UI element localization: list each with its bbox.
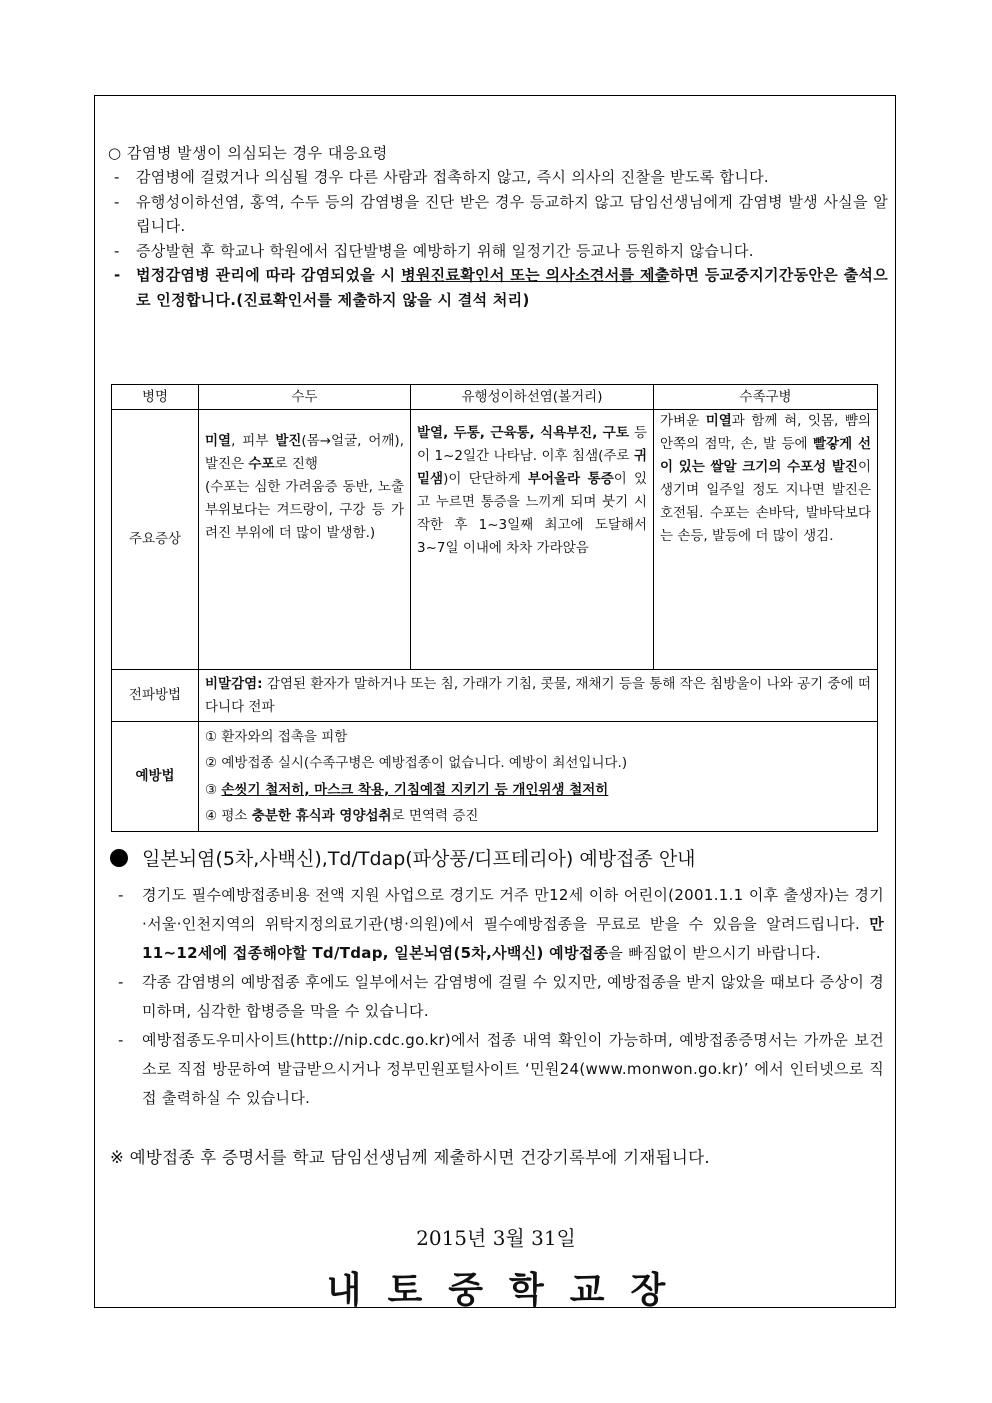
bullet-item [108,165,888,190]
bold-term: 미열 [205,433,232,449]
text-part: 과 함께 혀, 잇몸, 뺨의 안쪽의 점막, 손, 발 등에 [660,413,871,452]
text-part: (수포는 심한 가려움증 동반, 노출 부위보다는 겨드랑이, 구강 등 가려진 부위에 더 많이 발생함.) [205,479,404,541]
transmission-text [199,670,878,722]
bullet-text [136,263,888,312]
bold-term: 수포 [248,456,275,472]
bullet-item [110,1026,884,1113]
dash-marker: - [114,192,120,211]
bullet-text: 감염병에 걸렸거나 의심될 경우 다른 사람과 접촉하지 않고, 즉시 의사의 진찰을 받도록 합니다. [136,168,769,186]
dash-marker: - [114,168,120,186]
text-part: 이 있고 누르면 통증을 느끼게 되며 붓기 시작한 후 1~3일째 최고에 도달해서 3~7일 이내에 차차 가라앉음 [417,471,647,556]
bold-term: 빨갛게 선이 있는 쌀알 크기의 수포성 발진 [660,436,871,475]
dash-marker: - [118,973,124,991]
header-chickenpox: 수두 [199,385,411,410]
mumps-symptoms [411,410,654,670]
prevention-list [199,722,878,832]
transmission-label: 전파방법 [112,670,199,722]
bullet-item [108,190,888,239]
section-title [108,141,888,165]
section-title-text: 감염병 발생이 의심되는 경우 대응요령 [126,144,388,162]
dash-marker: - [114,266,121,284]
bold-term: 미열 [705,413,732,429]
prevention-row [112,722,878,832]
text-part: 경기도 필수예방접종비용 전액 지원 사업으로 경기도 거주 만12세 이하 어린이(2001.1.1 이후 출생자)는 경기·서울·인천지역의 위탁지정의료기관(병·의원)에서 필수예방접종을 무료로 받을 수 있음을 알려드립니다. [142,886,884,933]
text-part: 로 진행 [274,456,318,472]
bold-term: 발열, 두통, 근육통, 식욕부진, 구토 [417,425,629,441]
text-part: 이 생기며 일주일 정도 지나면 발진은 호전됨. 수포는 손바닥, 발바닥보다는 손등, 발등에 더 많이 생김. [660,459,871,544]
principal-signature: 내토중학교장 [326,1269,692,1311]
text-part: 로 면역력 증진 [391,808,479,824]
bullet-item-attendance [108,263,888,312]
infection-response-section [108,141,888,312]
prevention-item [205,777,871,804]
bullet-text: 유행성이하선염, 홍역, 수두 등의 감염병을 진단 받은 경우 등교하지 않고 담임선생님에게 감염병 발생 사실을 알립니다. [136,192,888,235]
text-part: 등이 1~2일간 나타남. 이후 침샘(주로 [417,425,647,464]
document-date: 2015년 3월 31일 [416,1226,576,1250]
bullet-item [108,239,888,264]
circle-marker-icon: ○ [108,144,122,162]
hfmd-symptoms [654,410,878,670]
vaccination-section-title [110,844,890,874]
submission-note: ※ 예방접종 후 증명서를 학교 담임선생님께 제출하시면 건강기록부에 기재됩니다. [110,1148,710,1167]
bold-term: 부어올라 통증 [527,471,614,487]
bold-term: 만11~12세에 접종해야할 Td/Tdap, 일본뇌염(5차,사백신) 예방접종 [142,915,884,962]
disease-table [111,384,878,832]
prevention-label: 예방법 [112,722,199,832]
filled-circle-icon [110,849,128,867]
chickenpox-symptoms [199,410,411,670]
item-number: ③ [205,781,218,798]
prevention-item: ① 환자와의 접촉을 피함 [205,728,348,745]
dash-marker: - [118,1031,124,1049]
dash-marker: - [118,886,124,904]
vaccination-section [110,881,884,1113]
bullet-text: 예방접종도우미사이트(http://nip.cdc.go.kr)에서 접종 내역 확인이 가능하며, 예방접종증명서는 가까운 보건소로 직접 방문하여 발급받으시거나 정부민원포털사이트 ‘민원24(www.monwon.go.kr)’ 에서 인터넷으로 직접 출력하실 수 있습니다. [142,1031,884,1107]
section-title-text: 일본뇌염(5차,사백신),Td/Tdap(파상풍/디프테리아) 예방접종 안내 [142,848,696,870]
bold-term: 충분한 휴식과 영양섭취 [251,808,392,824]
bold-term: 비말감염: [205,675,263,692]
text-part: )이 단단하게 [443,471,528,487]
bullet-text: 각종 감염병의 예방접종 후에도 일부에서는 감염병에 걸릴 수 있지만, 예방접종을 받지 않았을 때보다 증상이 경미하며, 심각한 합병증을 막을 수 있습니다. [142,973,884,1020]
symptoms-label: 주요증상 [112,410,199,670]
bullet-item [110,881,884,968]
text-part: 감염된 환자가 말하거나 또는 침, 가래가 기침, 콧물, 재채기 등을 통해 작은 침방울이 나와 공기 중에 떠다니다 전파 [205,675,871,715]
bullet-text [142,881,884,968]
bullet-text: 증상발현 후 학교나 학원에서 집단발병을 예방하기 위해 일정기간 등교나 등원하지 않습니다. [136,241,754,260]
table-header-row [112,385,878,410]
bold-term: 발진 [275,433,302,449]
header-mumps: 유행성이하선염(볼거리) [411,385,654,410]
dash-marker: - [114,241,120,260]
prevention-item [205,803,871,830]
text-part: (몸→얼굴, 어깨), 발진은 [205,433,404,472]
symptoms-row [112,410,878,670]
text-part: 법정감염병 관리에 따라 감염되었을 시 [136,266,402,284]
text-part: 을 빠짐없이 받으시기 바랍니다. [608,944,821,962]
header-hfmd: 수족구병 [654,385,878,410]
text-part: ④ 평소 [205,808,252,824]
underlined-text: 손씻기 철저히, 마스크 착용, 기침예절 지키기 등 개인위생 철저히 [221,781,609,798]
text-part: 가벼운 [660,413,706,429]
underlined-text: 병원진료확인서 또는 의사소견서를 제출 [401,266,670,284]
transmission-row [112,670,878,722]
bold-term: 귀밑샘 [417,448,647,487]
bullet-item [110,968,884,1026]
text-part: 하면 등교중지기간동안은 출석으로 인정합니다.(진료확인서를 제출하지 않을 시 결석 처리) [136,266,889,309]
text-part: , 피부 [231,433,276,449]
prevention-item: ② 예방접종 실시(수족구병은 예방접종이 없습니다. 예방이 최선입니다.) [205,755,628,771]
header-disease: 병명 [112,385,199,410]
